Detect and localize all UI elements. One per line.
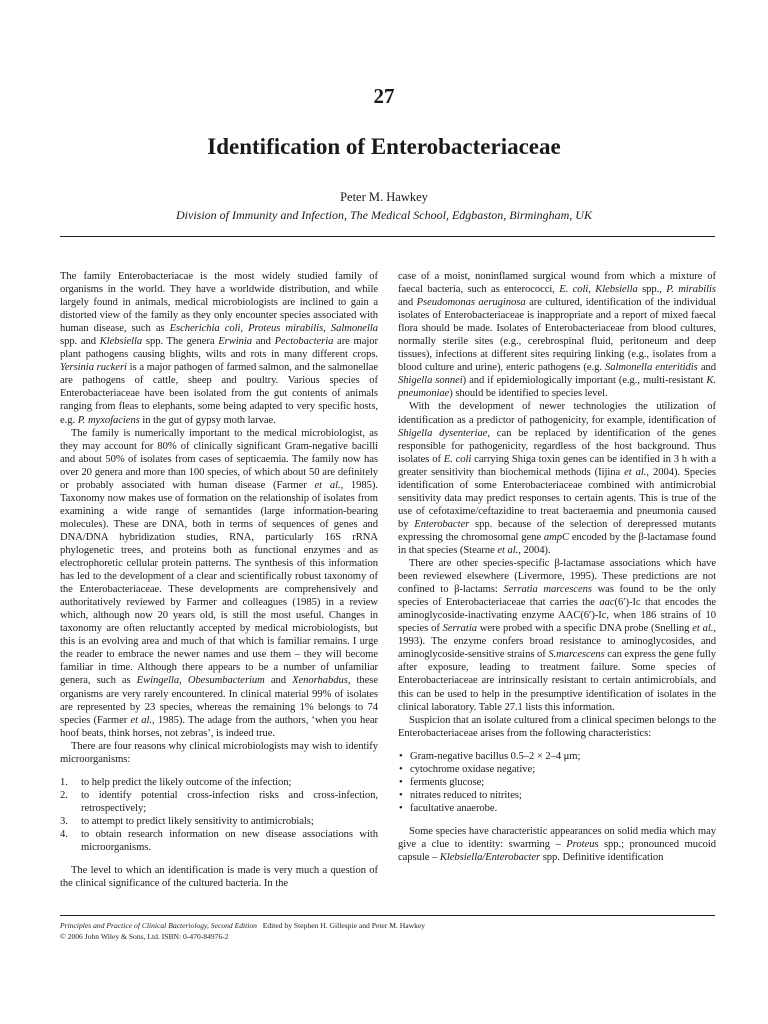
left-column <box>60 270 378 890</box>
list-item: • Gram-negative bacillus 0.5–2 × 2–4 μm; <box>399 750 581 762</box>
bullet-icon: • <box>399 763 403 775</box>
author-affiliation: Division of Immunity and Infection, The Medical School, Edgbaston, Birmingham, UK <box>176 208 592 222</box>
author-name: Peter M. Hawkey <box>340 190 428 204</box>
bullet-icon: • <box>399 750 403 762</box>
left-paragraph-4: The level to which an identification is made is very much a question of the clinical significance of the cultured bacteria. In the <box>60 865 378 890</box>
right-paragraph-1: case of a moist, noninflamed surgical wound from which a mixture of faecal bacteria, such as enterococci, E. coli, Klebsiella spp., P. mirabilis and Pseudomonas aeruginosa are cultured, identification of the individual isolates of Enterobacteriaceae is inappropriate and a report of mixed faecal flora should be made. Isolates of Enterobacteriaceae from blood cultures, normally sterile sites (e.g., cerebrospinal fluid, peritoneum and deep tissues), infections at different sites requiring linking (e.g., isolates from a blood culture and urine), enteric pathogens (e.g. Salmonella enteritidis and Shigella sonnei) and if epidemiologically important (e.g., multi-resistant K. pneumoniae) should be identified to species level. <box>398 271 717 400</box>
list-item: • nitrates reduced to nitrites; <box>399 789 522 801</box>
footer-book-line <box>60 920 715 931</box>
left-paragraph-3: There are four reasons why clinical microbiologists may wish to identify microorganisms: <box>60 740 378 765</box>
list-item: • facultative anaerobe. <box>399 802 498 814</box>
footer-divider <box>60 915 715 916</box>
list-item: 4. to obtain research information on new disease associations with microorganisms. <box>60 828 378 854</box>
list-item: • cytochrome oxidase negative; <box>399 763 536 775</box>
copyright: © 2006 John Wiley & Sons, Ltd. ISBN: 0-470-84976-2 <box>60 932 229 941</box>
bullet-icon: • <box>399 776 403 788</box>
right-paragraph-2: With the development of newer technologies the utilization of identification as a predictor of pathogenicity, for example, identification of Shigella dysenteriae, can be replaced by identification of the genes responsible for pathogenicity, regardless of the host background. Thus isolates of E. coli carrying Shiga toxin genes can be identified in 3 h with a greater sensitivity than biochemical methods (Iijina et al., 2004). Species identification of some Enterobacteriaceae combined with antimicrobial sensitivity data may predict responses to certain agents. This is true of the use of cefotaxime/ceftazidine to treat bacteraemia and pneumonia caused by Enterobacter spp. because of the selection of derepressed mutants expressing the chromosomal gene ampC encoded by the β-lactamase found in that species (Stearne et al., 2004). <box>398 401 717 556</box>
right-paragraph-3: There are other species-specific β-lactamase associations which have been reviewed elsewhere (Livermore, 1995). These predictions are not confined to β-lactams: Serratia marcescens was found to be the only species of Enterobacteriaceae that carries the aac(6′)-Ic that encodes the aminoglycoside-inactivating enzyme AAC(6′)-Ic, when 186 strains of 10 species of Serratia were probed with a specific DNA probe (Snelling et al., 1993). The enzyme confers broad resistance to aminoglycosides, and aminoglycoside-sensitive strains of S.marcescens can express the gene fully after exposure, leading to treatment failure. Some species of Enterobacteriaceae are intrinsically resistant to certain antimicrobials, and this can be used to help in the presumptive identification of isolates in the clinical laboratory. Table 27.1 lists this information. <box>398 558 717 713</box>
list-item: 3. to attempt to predict likely sensitivity to antimicrobials; <box>60 815 314 827</box>
book-editors: Edited by Stephen H. Gillespie and Peter M. Hawkey <box>262 921 426 930</box>
reasons-list <box>60 776 378 854</box>
bullet-icon: • <box>399 789 403 801</box>
right-paragraph-4: Suspicion that an isolate cultured from a clinical specimen belongs to the Enterobacteriaceae arises from the following characteristics: <box>398 714 716 739</box>
chapter-number: 27 <box>373 84 395 108</box>
page-footer <box>60 920 715 942</box>
list-item: 1. to help predict the likely outcome of the infection; <box>60 776 292 788</box>
chapter-title: Identification of Enterobacteriaceae <box>207 134 561 159</box>
book-title: Principles and Practice of Clinical Bacteriology, Second Edition <box>60 921 257 930</box>
list-item: 2. to identify potential cross-infection risks and cross-infection, retrospectively; <box>60 789 378 814</box>
list-item: • ferments glucose; <box>399 776 485 788</box>
bullet-icon: • <box>399 802 403 814</box>
header-divider <box>60 236 715 237</box>
right-paragraph-5: Some species have characteristic appearances on solid media which may give a clue to identity: swarming – Proteus spp.; pronounced mucoid capsule – Klebsiella/Enterobacter spp. Definitive identification <box>398 825 717 864</box>
characteristics-list <box>398 750 716 815</box>
right-column <box>398 270 716 864</box>
left-paragraph-2: The family is numerically important to the medical microbiologist, as they may account for 80% of clinically significant Gram-negative bacilli and about 50% of isolates from cases of septicaemia. The family now has over 20 genera and more than 100 species, of which about 50 are definitely or probably associated with human disease (Farmer et al., 1985). Taxonomy now makes use of formation on the relationship of isolates from examining a wide range of semantides (large information-bearing molecules). These are DNA, both in terms of sequences of genes and DNA/DNA hybridization studies, RNA, particularly 16S rRNA phylogenetic trees, and proteins both as functional enzymes and as electrophoretic cellular protein patterns. The synthesis of this information has led to the development of a clear and scientifically robust taxonomy of the Enterobacteriaceae. These developments are comprehensively and authoritatively reviewed by Farmer and colleagues (1985) in a review which, although now 20 years old, is still the most useful. Changes in taxonomy are often reluctantly accepted by medical microbiologists, but this is an evolving area and much of that which is familiar remains. I urge the reader to embrace the newer names and use them – they will become familiar in time. Although there appears to be a number of unfamiliar genera, such as Ewingella, Obesumbacterium and Xenorhabdus, these organisms are very rarely encountered. In clinical material 99% of isolates are represented by 23 species, whereas the remaining 1% belongs to 74 species (Farmer et al., 1985). The adage from the authors, ‘when you hear hoof beats, think horses, not zebras’, is indeed true. <box>60 427 379 739</box>
left-paragraph-1: The family Enterobacteriacae is the most widely studied family of organisms in the world. They have a worldwide distribution, and while largely found in animals, medical microbiologists are inclined to gain a distorted view of the family as they only encounter species associated with human disease, such as Escherichia coli, Proteus mirabilis, Salmonella spp. and Klebsiella spp. The genera Erwinia and Pectobacteria are major plant pathogens causing blights, wilts and rots in many different crops. Yersinia ruckeri is a major pathogen of farmed salmon, and the salmonellae are pathogens of cattle, sheep and poultry. Various species of Enterobacteriaceae have been isolated from the gut contents of animals ranging from fleas to elephants, some being adapted to very specific hosts, e.g. P. myxofaciens in the gut of gypsy moth larvae. <box>60 271 378 426</box>
